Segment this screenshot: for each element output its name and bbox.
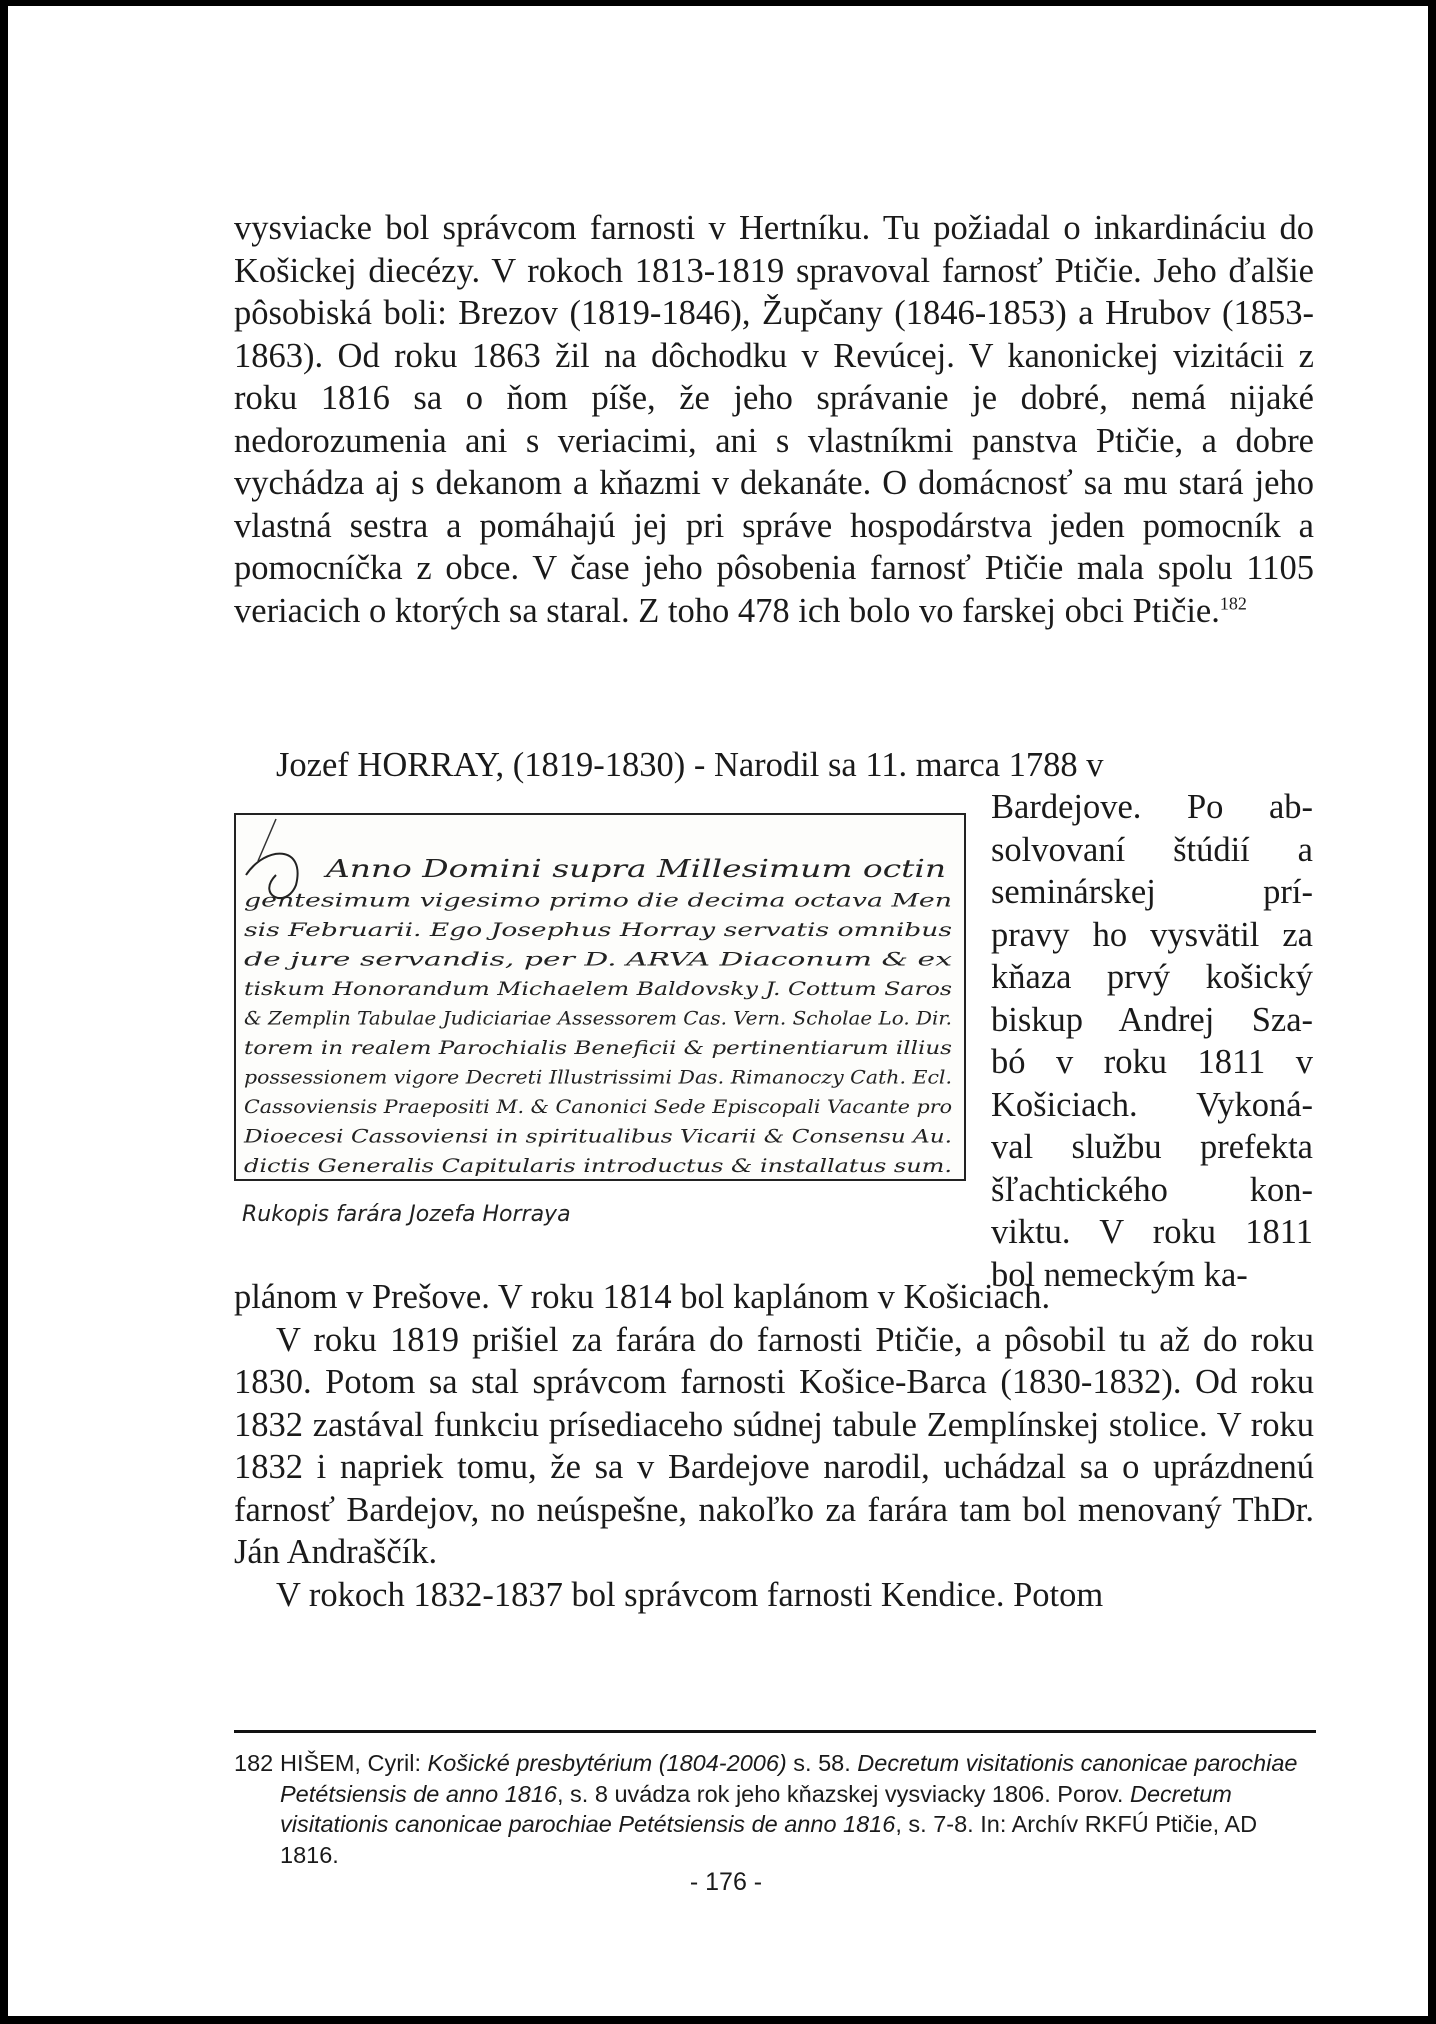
wrapped-text-line: seminárskej prí- [991,873,1313,911]
manuscript-line: dictis Generalis Capitularis introductus & installatus sum. [244,1155,953,1177]
manuscript-line: Dioecesi Cassoviensi in spiritualibus Vicarii & Consensu Au. [242,1125,952,1148]
footnote-divider [234,1730,1316,1733]
manuscript-image [234,813,966,1181]
paragraph-continued [234,207,1314,632]
manuscript-line: de jure servandis, per D. ARVA Diaconum & ex [244,948,953,971]
paragraph-text: vysviacke bol správcom farnosti v Hertníku. Tu požiadal o inkardináciu do Košickej diecézy. V rokoch 1813-1819 spravoval farnosť Ptičie. Jeho ďalšie pôsobiská boli: Brezov (1819-1846), Župčany (1846-1853) a Hrubov (1853-1863). Od roku 1863 žil na dôchodku v Revúcej. V kanonickej vizitácii z roku 1816 sa o ňom píše, že jeho správanie je dobré, nemá nijaké nedorozumenia ani s veriacimi, ani s vlastníkmi panstva Ptičie, a dobre vychádza aj s dekanom a kňazmi v dekanáte. O domácnosť sa mu stará jeho vlastná sestra a pomáhajú jej pri správe hospodárstva jeden pomocník a pomocníčka z obce. V čase jeho pôsobenia farnosť Ptičie mala spolu 1105 veriacich o ktorých sa staral. Z toho 478 ich bolo vo farskej obci Ptičie. [234,209,1314,630]
image-caption: Rukopis farára Jozefa Horraya [242,1202,571,1227]
biography-heading [276,744,1316,787]
footnote-number: 182 [234,1750,274,1776]
wrapped-text-line: viktu. V roku 1811 [991,1213,1313,1251]
manuscript-line: sis Februarii. Ego Josephus Horray servatis omnibus [244,919,953,941]
footnote [234,1748,1316,1870]
manuscript-line: gentesimum vigesimo primo die decima octava Men [244,889,952,912]
wrapped-text-line: šľachtického kon- [991,1170,1313,1209]
biography-body [234,1276,1314,1616]
footnote-text [280,1748,1316,1870]
wrapped-text-line: solvovaní štúdií a [991,830,1313,869]
footnote-title: Košické presbytérium (1804-2006) [427,1750,787,1776]
wrapped-text-line: pravy ho vysvätil za [991,915,1313,954]
wrapped-text-line: bó v roku 1811 v [991,1043,1313,1081]
biography-paragraph-last: V rokoch 1832-1837 bol správcom farnosti Kendice. Potom [276,1575,1104,1614]
manuscript-line: possessionem vigore Decreti Illustrissimi Das. Rimanoczy Cath. Ecl. [244,1066,952,1089]
wrapped-text-line: biskup Andrej Sza- [991,1000,1313,1039]
wrapped-text-column [991,786,1313,1296]
manuscript-line: Cassoviensis Praepositi M. & Canonici Sede Episcopali Vacante pro [244,1096,952,1118]
footnote-source-2: Decretum visitationis canonicae parochiae Petétsiensis de anno 1816 [280,1780,1232,1837]
footnote-author: HIŠEM, Cyril: [280,1750,428,1776]
footnote-source: Decretum visitationis canonicae parochiae Petétsiensis de anno 1816 [280,1750,1298,1807]
wrapped-text-line: Košiciach. Vykoná- [991,1085,1313,1124]
wrapped-text-line: Bardejove. Po ab- [991,788,1313,826]
biography-paragraph: V roku 1819 prišiel za farára do farnosti Ptičie, a pôsobil tu až do roku 1830. Potom sa stal správcom farnosti Košice-Barca (1830-1832). Od roku 1832 zastával funkciu prísediaceho súdnej tabule Zemplínskej stolice. V roku 1832 i napriek tomu, že sa v Bardejove narodil, uchádzal sa o uprázdnenú farnosť Bardejov, no neúspešne, nakoľko za farára tam bol menovaný ThDr. Ján Andraščík. [234,1320,1314,1571]
wrapped-text-line: kňaza prvý košický [991,958,1313,996]
footnote-reference[interactable]: 182 [1219,593,1247,613]
manuscript-line: & Zemplin Tabulae Judiciariae Assessorem Cas. Vern. Scholae Lo. Dir. [244,1007,952,1030]
wrapped-text-line: bol nemeckým ka- [991,1255,1248,1294]
footnote-page: s. 58. [786,1750,858,1776]
wrapped-text-line: val službu prefekta [991,1128,1313,1166]
manuscript-line: Anno Domini supra Millesimum octin [323,855,946,883]
continuation-line: plánom v Prešove. V roku 1814 bol kaplánom v Košiciach. [234,1278,1051,1316]
manuscript-line: tiskum Honorandum Michaelem Baldovsky J. Cottum Saros [244,978,953,1000]
manuscript-line: torem in realem Parochialis Beneficii & pertinentiarum illius [244,1037,953,1059]
footnote-note: , s. 8 uvádza rok jeho kňazskej vysviacky 1806. Porov. [557,1780,1130,1807]
person-name: Jozef HORRAY, [276,746,505,784]
page-number: - 176 - [689,1868,763,1896]
heading-text: (1819-1830) - Narodil sa 11. marca 1788 v [512,746,1104,784]
footnote-archive: , s. 7-8. In: Archív RKFÚ Ptičie, AD 1816. [280,1811,1258,1868]
